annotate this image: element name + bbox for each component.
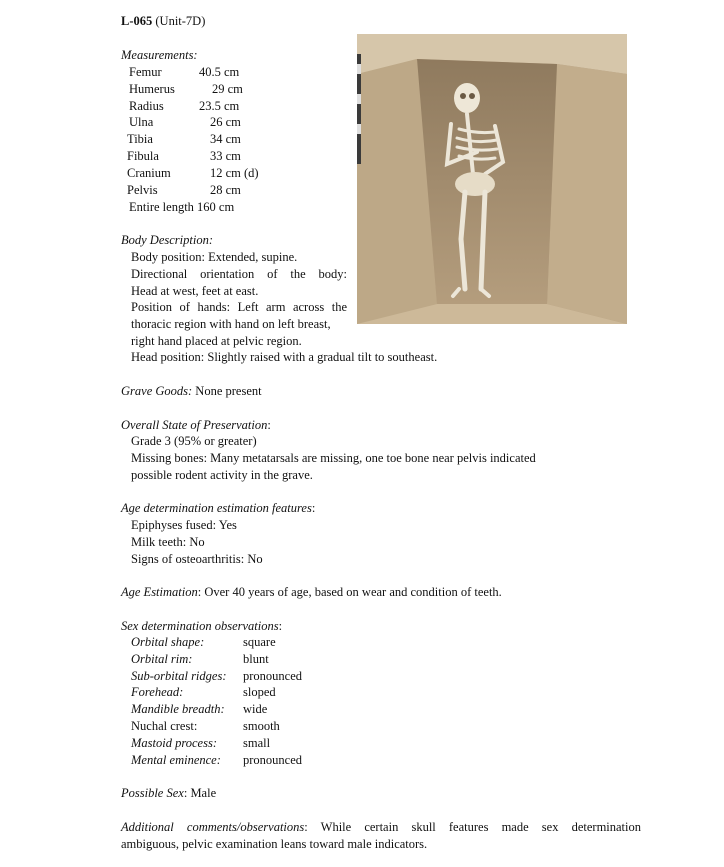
sex-observation-value: small [243,735,271,750]
additional-label: Additional comments/observations [121,820,305,834]
measurement-value: 40.5 cm [199,65,240,79]
osteoarthritis: Signs of osteoarthritis: No [131,552,263,566]
additional-comments-cont: ambiguous, pelvic examination leans toward male indicators. [121,837,428,851]
age-features-label: Age determination estimation features [121,501,312,515]
possible-sex [121,785,216,801]
age-features-colon: : [311,501,316,515]
possible-sex-label: Possible Sex [121,786,184,800]
milk-teeth: Milk teeth: No [131,535,205,549]
sex-observation-value: blunt [243,651,269,666]
measurement-value: 23.5 cm [199,98,240,113]
additional-comments [121,819,641,835]
sex-observation-value: pronounced [243,668,303,683]
measurement-value: 33 cm [210,149,241,163]
measurement-value: 26 cm [210,115,241,130]
sex-observation-value: smooth [243,719,280,733]
sex-observation-name: Mastoid process: [131,735,217,750]
sex-observation-value: pronounced [243,752,303,767]
measurement-name: Ulna [129,115,154,130]
possible-sex-value: : Male [183,786,217,800]
missing-bones: Missing bones: Many metatarsals are missing, one toe bone near pelvis indicated [131,451,536,465]
body-orientation-cont: Head at west, feet at east. [131,284,259,298]
sex-observation-name: Forehead: [131,685,184,700]
age-features-heading [121,500,315,516]
sex-observation-name: Mandible breadth: [131,702,225,717]
sex-observation-name: Sub-orbital ridges: [131,668,227,683]
record-id: L-065 [121,14,153,28]
preservation-grade: Grade 3 (95% or greater) [131,434,257,448]
measurement-name: Cranium [127,165,171,180]
additional-line1: : While certain skull features made sex determination [304,820,642,834]
body-description-label: Body Description: [121,233,213,247]
measurement-value: 34 cm [210,132,241,147]
body-orientation: Directional orientation of the body: [131,267,347,281]
hands-position: Position of hands: Left arm across the [131,300,347,314]
sex-observation-name: Nuchal crest: [131,719,198,733]
sex-observations-heading [121,618,282,634]
skeleton-in-grave-image [357,34,627,324]
measurement-name: Fibula [127,149,159,163]
sex-observations-colon: : [278,619,283,633]
measurement-value: 29 cm [212,81,243,96]
sex-observation-value: square [243,635,276,649]
age-estimation [121,584,502,600]
measurement-name: Pelvis [127,182,158,197]
age-estimation-value: : Over 40 years of age, based on wear and condition of teeth. [197,585,502,599]
grave-goods-value: None present [195,384,262,398]
preservation-heading [121,417,271,433]
measurement-name: Tibia [127,132,153,147]
sex-observation-name: Mental eminence: [131,752,221,767]
body-position: Body position: Extended, supine. [131,250,298,264]
record-unit: (Unit-7D) [155,14,206,28]
measurement-name: Femur [129,65,162,79]
hands-position-cont-2: right hand placed at pelvic region. [131,334,302,348]
entire-length: Entire length 160 cm [129,200,235,214]
sex-observations-label: Sex determination observations [121,619,279,633]
grave-goods [121,383,262,399]
epiphyses-fused: Epiphyses fused: Yes [131,518,237,532]
measurement-value: 28 cm [210,182,241,197]
measurement-name: Radius [129,98,164,113]
sex-observation-value: sloped [243,685,276,700]
grave-goods-label: Grave Goods: [121,384,193,398]
age-estimation-label: Age Estimation [121,585,198,599]
measurement-value: 12 cm (d) [210,165,259,180]
measurements-label: Measurements: [121,48,198,62]
record-title [121,13,205,29]
grave-photo [357,34,627,324]
hands-position-cont-1: thoracic region with hand on left breast, [131,317,331,331]
head-position: Head position: Slightly raised with a gradual tilt to southeast. [131,350,438,364]
sex-observation-name: Orbital shape: [131,635,205,649]
sex-observation-name: Orbital rim: [131,651,193,666]
missing-bones-cont: possible rodent activity in the grave. [131,468,313,482]
preservation-label: Overall State of Preservation [121,418,268,432]
measurement-name: Humerus [129,81,175,96]
sex-observation-value: wide [243,702,268,717]
preservation-colon: : [267,418,271,432]
